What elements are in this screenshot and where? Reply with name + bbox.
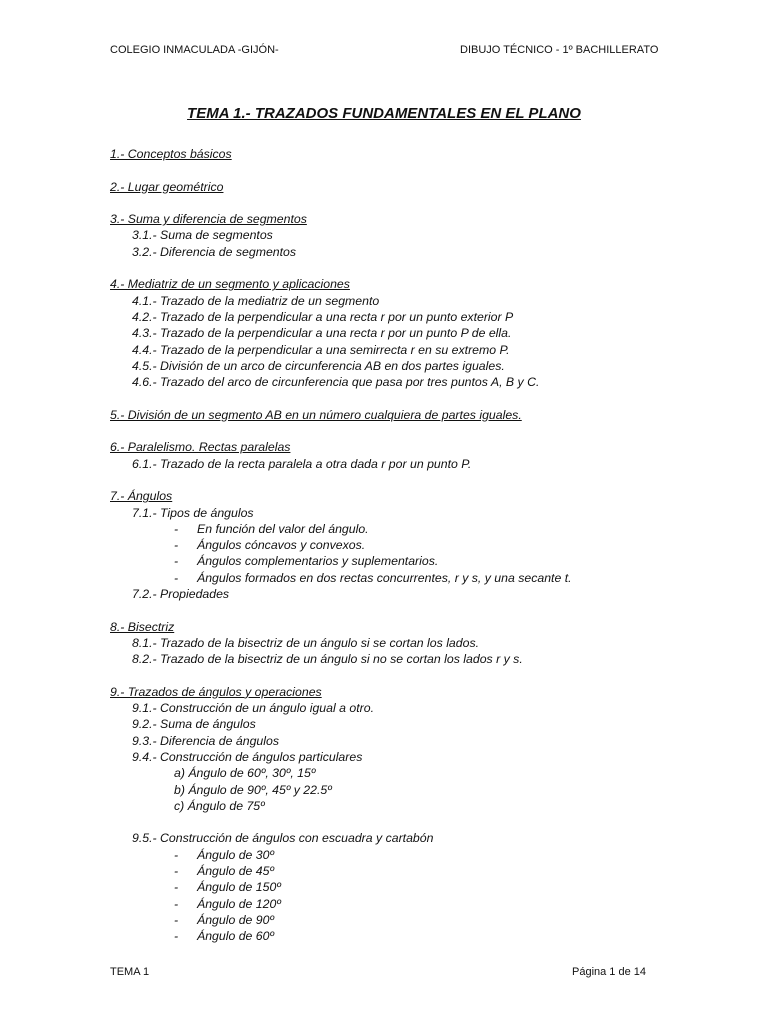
section-1: 1.- Conceptos básicos bbox=[110, 147, 232, 161]
subsection-7-2: 7.2.- Propiedades bbox=[132, 587, 230, 602]
subsection-4-6: 4.6.- Trazado del arco de circunferencia que pasa por tres puntos A, B y C. bbox=[132, 375, 540, 390]
subsection-6-1: 6.1.- Trazado de la recta paralela a otra dada r por un punto P. bbox=[132, 456, 472, 471]
list-item: - Ángulo de 150º bbox=[174, 880, 281, 895]
page-title: TEMA 1.- TRAZADOS FUNDAMENTALES EN EL PLANO bbox=[187, 105, 581, 122]
subsection-8-1: 8.1.- Trazado de la bisectriz de un ángulo si se cortan los lados. bbox=[132, 635, 480, 650]
subsection-4-3: 4.3.- Trazado de la perpendicular a una recta r por un punto P de ella. bbox=[132, 326, 512, 341]
list-item: a) Ángulo de 60º, 30º, 15º bbox=[174, 766, 316, 781]
list-item: - Ángulos complementarios y suplementarios. bbox=[174, 554, 439, 569]
section-6: 6.- Paralelismo. Rectas paralelas bbox=[110, 440, 291, 455]
list-item: - Ángulos formados en dos rectas concurrentes, r y s, y una secante t. bbox=[174, 570, 572, 585]
subsection-9-3: 9.3.- Diferencia de ángulos bbox=[132, 733, 279, 748]
page-number: Página 1 de 14 bbox=[572, 966, 647, 978]
subsection-4-2: 4.2.- Trazado de la perpendicular a una recta r por un punto exterior P bbox=[132, 309, 514, 324]
subsection-4-1: 4.1.- Trazado de la mediatriz de un segmento bbox=[132, 293, 380, 308]
list-item: - Ángulo de 120º bbox=[174, 896, 281, 911]
list-item: - Ángulo de 90º bbox=[174, 912, 274, 927]
subsection-3-2: 3.2.- Diferencia de segmentos bbox=[132, 244, 297, 259]
list-item: b) Ángulo de 90º, 45º y 22.5º bbox=[174, 782, 332, 797]
subsection-7-1: 7.1.- Tipos de ángulos bbox=[132, 505, 254, 520]
section-8: 8.- Bisectriz bbox=[110, 619, 175, 634]
section-9: 9.- Trazados de ángulos y operaciones bbox=[110, 684, 322, 699]
subsection-4-4: 4.4.- Trazado de la perpendicular a una semirrecta r en su extremo P. bbox=[132, 342, 510, 357]
subsection-9-4: 9.4.- Construcción de ángulos particulares bbox=[132, 749, 363, 764]
table-of-contents bbox=[110, 146, 710, 945]
section-5: 5.- División de un segmento AB en un número cualquiera de partes iguales. bbox=[110, 407, 522, 422]
section-4: 4.- Mediatriz de un segmento y aplicaciones bbox=[110, 277, 350, 292]
list-item: - En función del valor del ángulo. bbox=[174, 521, 369, 536]
section-7: 7.- Ángulos bbox=[110, 489, 173, 504]
header-school: COLEGIO INMACULADA -GIJÓN- bbox=[110, 44, 279, 56]
subsection-9-1: 9.1.- Construcción de un ángulo igual a otro. bbox=[132, 701, 374, 716]
subsection-3-1: 3.1.- Suma de segmentos bbox=[132, 228, 273, 243]
footer-topic: TEMA 1 bbox=[110, 966, 150, 978]
list-item: - Ángulos cóncavos y convexos. bbox=[174, 538, 366, 553]
subsection-9-2: 9.2.- Suma de ángulos bbox=[132, 717, 256, 732]
subsection-8-2: 8.2.- Trazado de la bisectriz de un ángulo si no se cortan los lados r y s. bbox=[132, 652, 523, 667]
subsection-9-5: 9.5.- Construcción de ángulos con escuadra y cartabón bbox=[132, 831, 434, 846]
section-3: 3.- Suma y diferencia de segmentos bbox=[110, 212, 307, 227]
list-item: - Ángulo de 45º bbox=[174, 864, 274, 879]
list-item: c) Ángulo de 75º bbox=[174, 798, 265, 813]
list-item: - Ángulo de 60º bbox=[174, 929, 274, 944]
section-2: 2.- Lugar geométrico bbox=[110, 179, 224, 194]
list-item: - Ángulo de 30º bbox=[174, 847, 274, 862]
header-subject: DIBUJO TÉCNICO - 1º BACHILLERATO bbox=[460, 44, 659, 56]
subsection-4-5: 4.5.- División de un arco de circunferencia AB en dos partes iguales. bbox=[132, 358, 505, 373]
